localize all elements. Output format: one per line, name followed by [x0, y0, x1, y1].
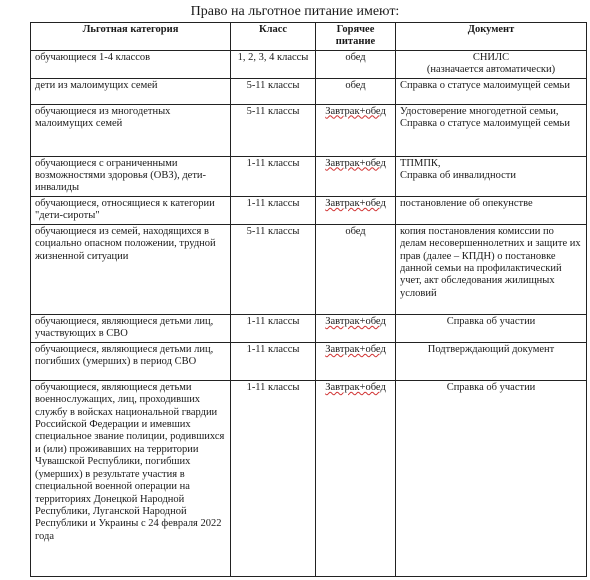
table-row	[31, 156, 587, 196]
cell-category	[31, 380, 231, 576]
cell-document-text: ТПМПК, Справка об инвалидности	[400, 157, 516, 182]
cell-hot-meal-text: Завтрак+обед	[325, 105, 386, 117]
cell-category-text: обучающиеся, являющиеся детьми лиц, участвующих в СВО	[35, 315, 214, 340]
cell-class-text: 1-11 классы	[246, 197, 300, 209]
cell-hot-meal	[316, 224, 396, 314]
cell-hot-meal-text: Завтрак+обед	[325, 157, 386, 169]
cell-hot-meal-text: Завтрак+обед	[325, 315, 386, 327]
cell-class	[231, 78, 316, 104]
cell-hot-meal-text: Завтрак+обед	[325, 343, 386, 355]
cell-document	[396, 314, 587, 342]
cell-hot-meal	[316, 196, 396, 224]
cell-document-text: Удостоверение многодетной семьи, Справка о статусе малоимущей семьи	[400, 105, 570, 130]
header-hot-meal: Горячее питание	[316, 23, 396, 51]
table-row	[31, 104, 587, 156]
cell-hot-meal-text: Завтрак+обед	[325, 197, 386, 209]
page-title: Право на льготное питание имеют:	[190, 4, 400, 19]
cell-hot-meal-text: Завтрак+обед	[325, 381, 386, 393]
cell-class	[231, 342, 316, 380]
cell-document	[396, 78, 587, 104]
cell-class-text: 5-11 классы	[246, 225, 300, 237]
cell-hot-meal	[316, 156, 396, 196]
cell-class	[231, 224, 316, 314]
cell-category-text: обучающиеся из многодетных малоимущих семей	[35, 105, 171, 130]
cell-category	[31, 342, 231, 380]
cell-category	[31, 50, 231, 78]
cell-category-text: обучающиеся с ограниченными возможностями здоровья (ОВЗ), дети-инвалиды	[35, 157, 207, 194]
cell-class-text: 1-11 классы	[246, 381, 300, 393]
cell-category-text: обучающиеся 1-4 классов	[35, 51, 151, 63]
cell-hot-meal	[316, 342, 396, 380]
table-row	[31, 196, 587, 224]
cell-document-text: Справка об участии	[446, 315, 536, 327]
table-row	[31, 314, 587, 342]
cell-class-text: 1-11 классы	[246, 343, 300, 355]
table-row	[31, 342, 587, 380]
table-row	[31, 50, 587, 78]
table-row	[31, 380, 587, 576]
cell-class-text: 1-11 классы	[246, 315, 300, 327]
cell-category	[31, 156, 231, 196]
cell-document-text: СНИЛС (назначается автоматически)	[426, 51, 556, 76]
cell-hot-meal-text: обед	[345, 51, 366, 63]
cell-hot-meal	[316, 50, 396, 78]
cell-class	[231, 380, 316, 576]
cell-class	[231, 104, 316, 156]
cell-hot-meal-text: обед	[345, 225, 366, 237]
cell-document-text: Справка о статусе малоимущей семьи	[400, 79, 570, 91]
cell-category-text: обучающиеся, являющиеся детьми военнослужащих, лиц, проходивших службу в войсках национальной гвардии Российской Федерации и имевших специальное звание полиции, родившихся и (или) проживавших на территории Чувашской Республики, погибших (умерших) в результате участия в специальной военной операции на территориях Донецкой Народной Республики, Луганской Народной Республики и Украины с 24 февраля 2022 года	[35, 381, 225, 542]
header-document: Документ	[396, 23, 587, 51]
cell-hot-meal	[316, 78, 396, 104]
cell-document-text: постановление об опекунстве	[400, 197, 533, 209]
cell-category-text: дети из малоимущих семей	[35, 79, 158, 91]
cell-hot-meal	[316, 380, 396, 576]
cell-document	[396, 224, 587, 314]
cell-document	[396, 156, 587, 196]
table-row	[31, 224, 587, 314]
cell-hot-meal	[316, 104, 396, 156]
cell-document	[396, 380, 587, 576]
cell-class-text: 5-11 классы	[246, 79, 300, 91]
cell-category	[31, 104, 231, 156]
cell-category-text: обучающиеся из семей, находящихся в социально опасном положении, трудной жизненной ситуации	[35, 225, 216, 262]
cell-class-text: 1-11 классы	[246, 157, 300, 169]
cell-class-text: 1, 2, 3, 4 классы	[237, 51, 309, 63]
benefits-table	[30, 22, 587, 577]
header-class: Класс	[231, 23, 316, 51]
header-category: Льготная категория	[31, 23, 231, 51]
cell-category	[31, 78, 231, 104]
cell-class	[231, 314, 316, 342]
cell-category-text: обучающиеся, относящиеся к категории "дети-сироты"	[35, 197, 215, 222]
cell-category	[31, 224, 231, 314]
cell-document-text: Справка об участии	[446, 381, 536, 393]
cell-category-text: обучающиеся, являющиеся детьми лиц, погибших (умерших) в период СВО	[35, 343, 214, 368]
cell-class	[231, 50, 316, 78]
cell-class	[231, 196, 316, 224]
table-body	[31, 50, 587, 576]
cell-class-text: 5-11 классы	[246, 105, 300, 117]
cell-hot-meal-text: обед	[345, 79, 366, 91]
cell-document	[396, 50, 587, 78]
cell-document	[396, 342, 587, 380]
cell-document-text: копия постановления комиссии по делам несовершеннолетних и защите их прав (далее – КПДН) о постановке данной семьи на профилактический учет, акт обследования жилищных условий	[400, 225, 581, 299]
cell-class	[231, 156, 316, 196]
cell-document	[396, 196, 587, 224]
cell-category	[31, 314, 231, 342]
cell-document-text: Подтверждающий документ	[427, 343, 555, 355]
table-header-row	[31, 23, 587, 51]
cell-hot-meal	[316, 314, 396, 342]
cell-category	[31, 196, 231, 224]
cell-document	[396, 104, 587, 156]
table-row	[31, 78, 587, 104]
